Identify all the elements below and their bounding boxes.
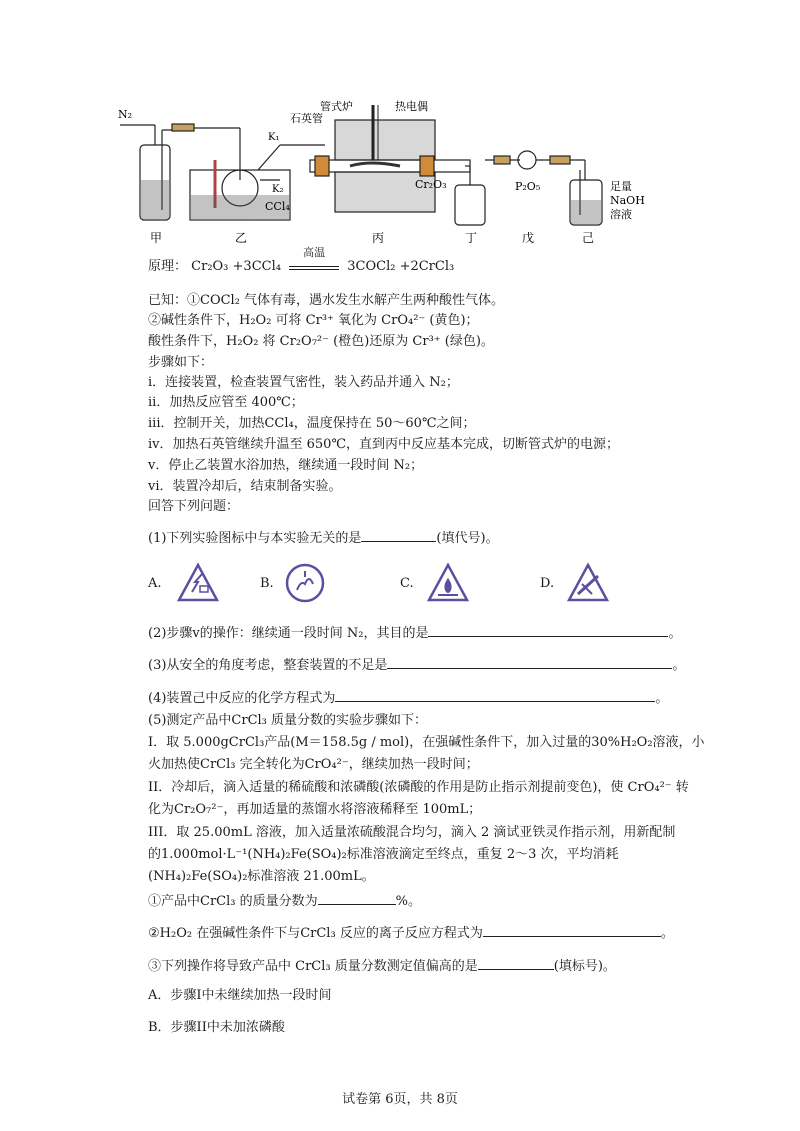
open-flame-icon — [426, 562, 470, 604]
q5-sub-1 — [148, 890, 421, 911]
shiyingguan-label: 石英管 — [290, 112, 323, 125]
k2-label: K₂ — [272, 184, 284, 195]
label-ding: 丁 — [465, 231, 478, 245]
q5-step-I-a: I．取 5.000gCrCl₃产品(M＝158.5g / mol)，在强碱性条件下，加入过量的30%H₂O₂溶液，小 — [148, 735, 705, 750]
known-line-3: 酸性条件下，H₂O₂ 将 Cr₂O₇²⁻ (橙色)还原为 Cr³⁺ (绿色)。 — [148, 334, 494, 349]
question-2 — [148, 622, 682, 643]
zuliang-label: 足量 — [610, 180, 632, 193]
label-wu: 戊 — [522, 231, 535, 245]
naoh-label: NaOH — [610, 194, 645, 207]
q2-text: (2)步骤v的操作：继续通一段时间 N₂，其目的是 — [148, 626, 429, 641]
label-bing: 丙 — [372, 231, 385, 245]
q3-answer-blank[interactable] — [387, 654, 672, 669]
hand-wash-icon — [284, 562, 326, 604]
q5-title: (5)测定产品中CrCl₃ 质量分数的实验步骤如下： — [148, 713, 428, 728]
label-jia: 甲 — [150, 231, 163, 245]
label-ji: 己 — [582, 231, 595, 245]
step-vi: vi．装置冷却后，结束制备实验。 — [148, 479, 342, 494]
q3-suffix: 。 — [672, 658, 686, 673]
q1-options — [148, 562, 668, 612]
principle-line — [148, 246, 455, 276]
label-yi: 乙 — [235, 231, 248, 245]
answer-intro: 回答下列问题： — [148, 499, 240, 514]
page-footer: 试卷第 6页，共 8页 — [342, 1092, 458, 1107]
sharp-object-icon — [566, 562, 610, 604]
p2o5-label: P₂O₅ — [515, 180, 541, 193]
reaction-arrow — [289, 246, 339, 270]
q5-step-III-c: (NH₄)₂Fe(SO₄)₂标准溶液 21.00mL。 — [148, 869, 375, 884]
q5-sub2-suffix: 。 — [660, 926, 674, 941]
question-1 — [148, 527, 499, 548]
q1-suffix: (填代号)。 — [436, 531, 499, 546]
q5-step-I-b: 火加热使CrCl₃ 完全转化为CrO₄²⁻，继续加热一段时间； — [148, 757, 479, 772]
q5-sub1-text: ①产品中CrCl₃ 的质量分数为 — [148, 894, 318, 909]
q5-choice-a: A．步骤I中未继续加热一段时间 — [148, 988, 332, 1003]
option-d-label: D. — [540, 576, 555, 591]
q5-sub2-text: ②H₂O₂ 在强碱性条件下与CrCl₃ 反应的离子反应方程式为 — [148, 926, 483, 941]
option-a-label: A. — [148, 576, 162, 591]
known-line-2: ②碱性条件下，H₂O₂ 可将 Cr³⁺ 氧化为 CrO₄²⁻ (黄色)； — [148, 313, 479, 328]
guanshilu-label: 管式炉 — [320, 100, 353, 113]
q1-answer-blank[interactable] — [361, 527, 436, 542]
step-ii: ii．加热反应管至 400℃； — [148, 395, 304, 410]
q1-text: (1)下列实验图标中与本实验无关的是 — [148, 531, 362, 546]
q2-suffix: 。 — [668, 626, 682, 641]
q5-step-III-a: III．取 25.00mL 溶液，加入适量浓硫酸混合均匀，滴入 2 滴试亚铁灵作指示剂，用新配制 — [148, 825, 676, 840]
principle-condition: 高温 — [303, 246, 326, 259]
redianou-label: 热电偶 — [395, 100, 428, 113]
q5-sub1-answer-blank[interactable] — [318, 890, 396, 905]
q5-sub3-answer-blank[interactable] — [478, 955, 554, 970]
known-line-1: 已知：①COCl₂ 气体有毒，遇水发生水解产生两种酸性气体。 — [148, 293, 505, 308]
question-3 — [148, 654, 685, 675]
q5-sub2-answer-blank[interactable] — [483, 922, 661, 937]
k1-label: K₁ — [268, 132, 280, 143]
q4-suffix: 。 — [655, 691, 669, 706]
q5-step-II-b: 化为Cr₂O₇²⁻，再加适量的蒸馏水将溶液稀释至 100mL； — [148, 802, 482, 817]
question-4 — [148, 687, 668, 708]
cr2o3-label: Cr₂O₃ — [415, 178, 447, 191]
q5-sub-3 — [148, 955, 616, 976]
principle-rhs: 3COCl₂ +2CrCl₃ — [347, 259, 455, 274]
q5-step-II-a: II．冷却后，滴入适量的稀硫酸和浓磷酸(浓磷酸的作用是防止指示剂提前变色)，使 CrO₄²⁻ 转 — [148, 780, 689, 795]
n2-label: N₂ — [118, 108, 133, 121]
step-i: i．连接装置，检查装置气密性，装入药品并通入 N₂； — [148, 375, 459, 390]
q5-sub3-suffix: (填标号)。 — [553, 959, 616, 974]
q5-sub1-suffix: %。 — [395, 894, 421, 909]
rongye-label: 溶液 — [610, 208, 632, 221]
q5-sub-2 — [148, 922, 674, 943]
apparatus-diagram — [110, 100, 670, 250]
principle-lhs: Cr₂O₃ +3CCl₄ — [191, 259, 281, 274]
ccl4-label: CCl₄ — [265, 200, 290, 213]
steps-title: 步骤如下： — [148, 355, 214, 370]
step-v: v．停止乙装置水浴加热，继续通一段时间 N₂； — [148, 458, 424, 473]
option-c-label: C. — [400, 576, 414, 591]
step-iii: iii．控制开关，加热CCl₄，温度保持在 50～60℃之间； — [148, 416, 476, 431]
q3-text: (3)从安全的角度考虑，整套装置的不足是 — [148, 658, 388, 673]
q5-step-III-b: 的1.000mol·L⁻¹(NH₄)₂Fe(SO₄)₂标准溶液滴定至终点，重复 2～3 次，平均消耗 — [148, 847, 619, 862]
q5-sub3-text: ③下列操作将导致产品中 CrCl₃ 质量分数测定值偏高的是 — [148, 959, 478, 974]
q4-text: (4)装置己中反应的化学方程式为 — [148, 691, 336, 706]
electric-hazard-icon — [176, 562, 220, 604]
q2-answer-blank[interactable] — [428, 622, 668, 637]
q4-answer-blank[interactable] — [335, 687, 655, 702]
principle-prefix: 原理： — [148, 259, 188, 274]
q5-choice-b: B．步骤II中未加浓磷酸 — [148, 1020, 285, 1035]
option-b-label: B. — [260, 576, 274, 591]
step-iv: iv．加热石英管继续升温至 650℃，直到丙中反应基本完成，切断管式炉的电源； — [148, 437, 619, 452]
